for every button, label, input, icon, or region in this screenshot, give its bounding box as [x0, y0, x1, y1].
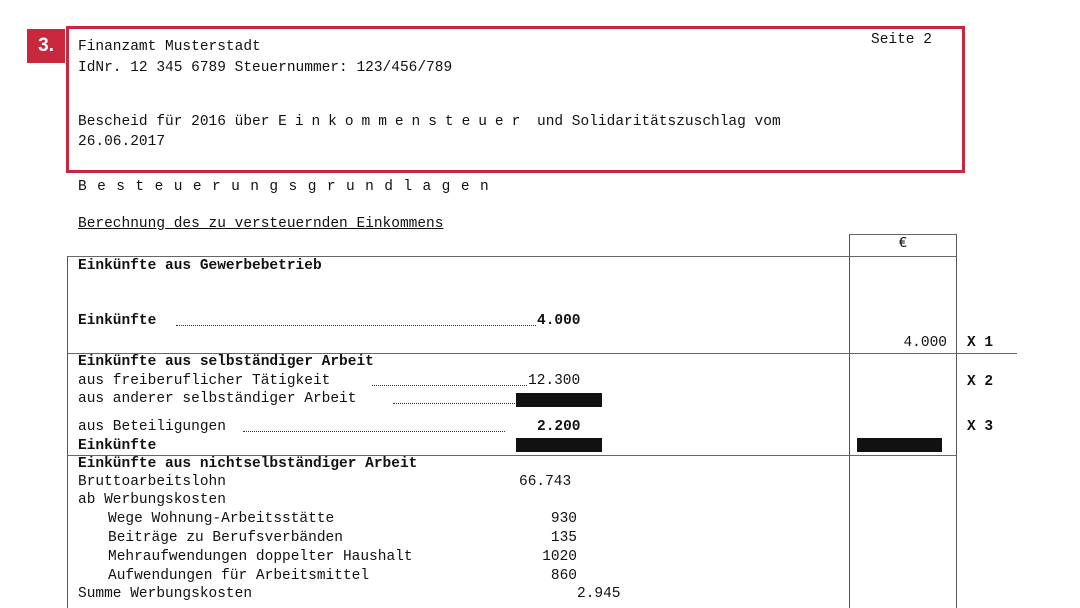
beteiligung-mark: X 3: [967, 419, 994, 435]
currency-header: €: [898, 236, 908, 252]
summe-value: 2.945: [577, 586, 621, 602]
decision-line-1: [78, 115, 781, 130]
freiberuf-label: aus freiberuflicher Tätigkeit: [78, 373, 331, 389]
freiberuf-mark: X 2: [967, 374, 994, 390]
decision-tax-type: Einkommensteuer: [278, 114, 529, 130]
tax-ids: IdNr. 12 345 6789 Steuernummer: 123/456/789: [78, 60, 453, 76]
werbung-item-label: Wege Wohnung-Arbeitsstätte: [108, 511, 335, 527]
redacted-total: [857, 438, 942, 452]
gewerbe-income-label: Einkünfte: [78, 313, 157, 329]
decision-post: und Solidaritätszuschlag vom: [537, 114, 781, 130]
nicht-title: Einkünfte aus nichtselbständiger Arbeit: [78, 456, 418, 472]
beteiligung-value: 2.200: [537, 419, 581, 435]
currency-header-top: [849, 234, 957, 235]
werbung-item-value: 135: [550, 530, 577, 546]
andere-label: aus anderer selbständiger Arbeit: [78, 391, 357, 407]
page-number: Seite 2: [871, 32, 932, 48]
table-right-border: [956, 234, 957, 608]
table-top-border: [67, 256, 957, 257]
leader-dots: [393, 403, 515, 404]
tax-office-name: Finanzamt Musterstadt: [78, 39, 261, 55]
leader-dots: [176, 325, 536, 326]
summe-label: Summe Werbungskosten: [78, 586, 253, 602]
decision-date: 26.06.2017: [78, 134, 166, 150]
leader-dots: [372, 385, 527, 386]
step-badge: 3.: [27, 29, 65, 63]
selbst-title: Einkünfte aus selbständiger Arbeit: [78, 354, 374, 370]
werbung-item-value: 860: [550, 568, 577, 584]
gewerbe-mark: X 1: [967, 335, 994, 351]
werbung-item-label: Beiträge zu Berufsverbänden: [108, 530, 343, 546]
werbung-label: ab Werbungskosten: [78, 492, 226, 508]
leader-dots: [243, 431, 505, 432]
werbung-item-label: Aufwendungen für Arbeitsmittel: [108, 568, 370, 584]
redacted-value: [516, 393, 602, 407]
brutto-value: 66.743: [519, 474, 572, 490]
table-left-amount-border: [849, 234, 850, 608]
calc-title: Berechnung des zu versteuernden Einkommens: [78, 216, 444, 232]
werbung-item-value: 1020: [542, 549, 577, 565]
gewerbe-total: 4.000: [903, 335, 947, 351]
gewerbe-income-value: 4.000: [537, 313, 581, 329]
redacted-value: [516, 438, 602, 452]
gewerbe-title: Einkünfte aus Gewerbebetrieb: [78, 258, 322, 274]
werbung-item-label: Mehraufwendungen doppelter Haushalt: [108, 549, 413, 565]
freiberuf-value: 12.300: [528, 373, 581, 389]
table-left-border: [67, 256, 68, 608]
beteiligung-label: aus Beteiligungen: [78, 419, 226, 435]
section-title: Besteuerungsgrundlagen: [78, 179, 500, 195]
selbst-income-label: Einkünfte: [78, 438, 157, 454]
brutto-label: Bruttoarbeitslohn: [78, 474, 226, 490]
werbung-item-value: 930: [550, 511, 577, 527]
decision-pre: Bescheid für 2016 über: [78, 114, 270, 130]
